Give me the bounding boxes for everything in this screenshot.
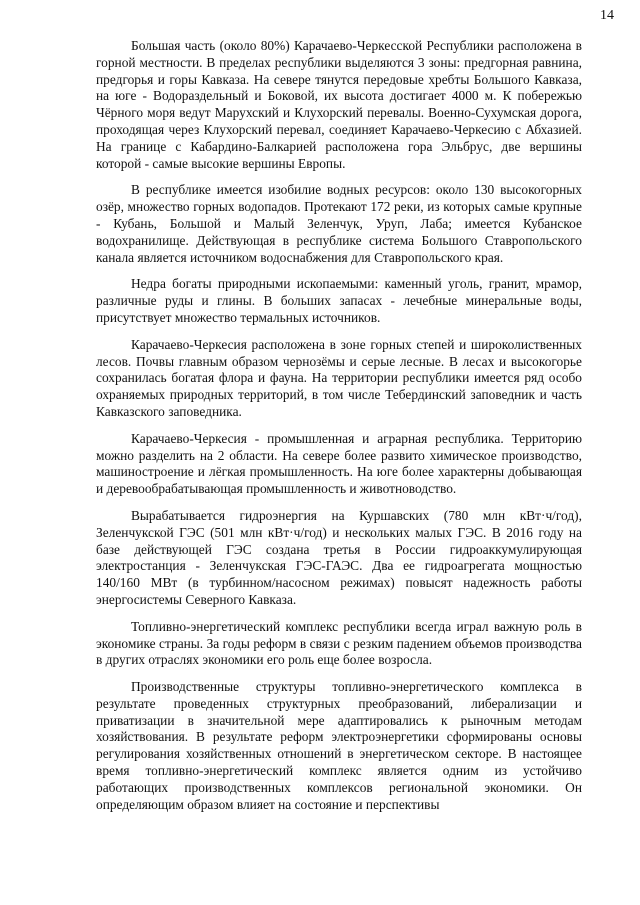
paragraph-fuel-energy: Топливно-энергетический комплекс республики всегда играл важную роль в экономике страны. За годы реформ в связи с резким падением объемов производства в других отраслях экономики его роль еще более возросла.	[96, 618, 582, 668]
paragraph-hydropower: Вырабатывается гидроэнергия на Куршавских (780 млн кВт·ч/год), Зеленчукской ГЭС (501 млн кВт·ч/год) и нескольких малых ГЭС. В 2016 году на базе действующей ГЭС создана третья в России гидроаккумулирующая электростанция - Зеленчукская ГЭС-ГАЭС. Два ее гидроагрегата мощностью 140/160 МВт (в турбинном/насосном режимах) повысят надежность работы энергосистемы Северного Кавказа.	[96, 507, 582, 607]
paragraph-industry: Карачаево-Черкесия - промышленная и аграрная республика. Территорию можно разделить на 2 области. На севере более развито химическое производство, машиностроение и лёгкая промышленность. На юге более характерны добывающая и деревообрабатывающая промышленность и животноводство.	[96, 430, 582, 497]
page-number: 14	[600, 8, 614, 23]
paragraph-structures: Производственные структуры топливно-энергетического комплекса в результате проведенных структурных преобразований, либерализации и приватизации в значительной мере адаптировались к рыночным методам хозяйствования. В результате реформ электроэнергетики сформированы основы регулирования хозяйственных отношений в энергетическом секторе. В настоящее время топливно-энергетический комплекс является одним из устойчиво работающих производственных комплексов региональной экономики. Он определяющим образом влияет на состояние и перспективы	[96, 679, 582, 812]
paragraph-nature: Карачаево-Черкесия расположена в зоне горных степей и широколиственных лесов. Почвы главным образом чернозёмы и серые лесные. В лесах и высокогорье сохранилась богатая флора и фауна. На территории республики имеется ряд особо охраняемых природных территорий, в том числе Тебердинский заповедник и часть Кавказского заповедника.	[96, 336, 582, 419]
body-text	[96, 38, 582, 823]
paragraph-relief: Большая часть (около 80%) Карачаево-Черкесской Республики расположена в горной местности. В пределах республики выделяются 3 зоны: предгорная равнина, предгорья и горы Кавказа. На севере тянутся передовые хребты Большого Кавказа, на юге - Водораздельный и Боковой, их высота достигает 4000 м. К побережью Чёрного моря ведут Марухский и Клухорский перевалы. Военно-Сухумская дорога, проходящая через Клухорский перевал, соединяет Карачаево-Черкесию с Абхазией. На границе с Кабардино-Балкарией расположена гора Эльбрус, две вершины которой - самые высокие вершины Европы.	[96, 38, 582, 171]
paragraph-minerals: Недра богаты природными ископаемыми: каменный уголь, гранит, мрамор, различные руды и глины. В больших запасах - лечебные минеральные воды, присутствует множество термальных источников.	[96, 276, 582, 325]
paragraph-water-resources: В республике имеется изобилие водных ресурсов: около 130 высокогорных озёр, множество горных водопадов. Протекают 172 реки, из которых самые крупные - Кубань, Большой и Малый Зеленчук, Уруп, Лаба; имеется Кубанское водохранилище. Действующая в республике система Большого Ставропольского канала является источником водоснабжения для Ставропольского края.	[96, 182, 582, 265]
